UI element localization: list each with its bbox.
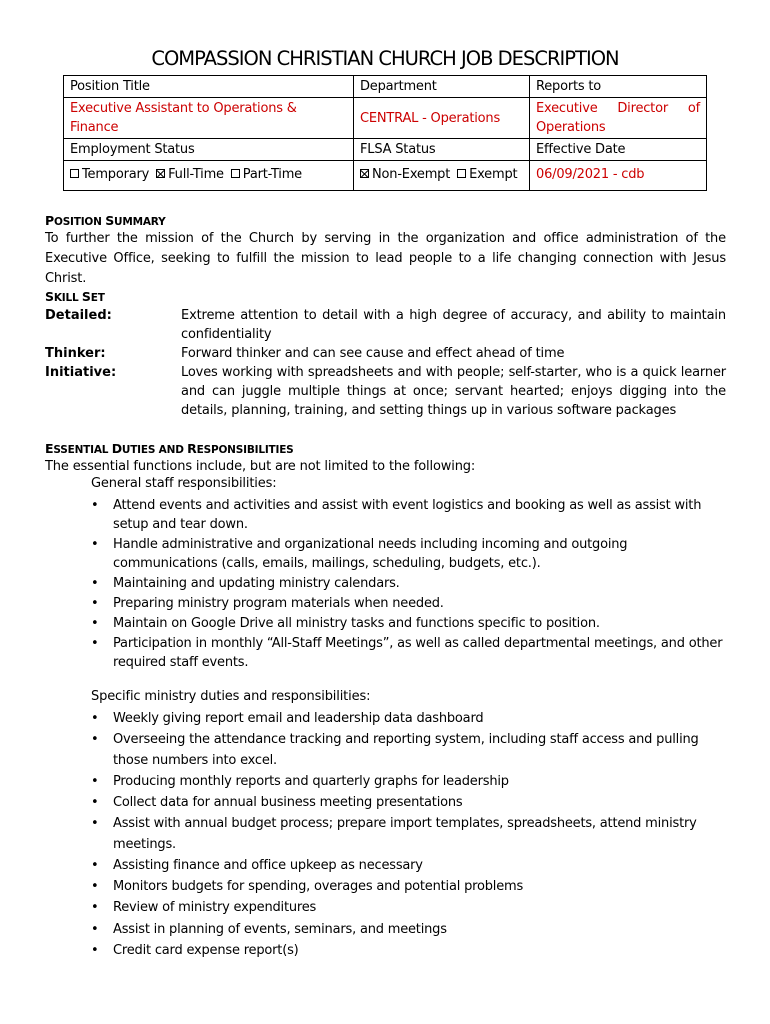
flsa-status-label: FLSA Status (354, 139, 530, 161)
position-title-value: Executive Assistant to Operations & Finance (64, 98, 354, 139)
list-item: • Assist with annual budget process; prepare import templates, spreadsheets, attend ministry meetings. (91, 816, 697, 852)
bullet-icon: • (91, 921, 99, 937)
part-time-option-label: Part-Time (242, 167, 302, 182)
specific-responsibilities-list (91, 709, 726, 962)
skill-term: Thinker: (45, 346, 106, 361)
non-exempt-option-label: Non-Exempt (372, 167, 451, 182)
position-summary-heading: POSITION SUMMARY (45, 213, 166, 228)
list-item: • Handle administrative and organizational needs including incoming and outgoing communications (calls, emails, mailings, scheduling, budgets, etc.). (91, 537, 628, 571)
document-title: COMPASSION CHRISTIAN CHURCH JOB DESCRIPTION (151, 47, 619, 70)
temporary-option-label: Temporary (82, 167, 150, 182)
temporary-checkbox[interactable] (70, 169, 79, 178)
list-item: • Assist in planning of events, seminars, and meetings (91, 920, 726, 941)
bullet-icon: • (91, 816, 99, 832)
list-item: • Credit card expense report(s) (91, 941, 726, 962)
essential-duties-heading: ESSENTIAL DUTIES AND RESPONSIBILITIES (45, 441, 294, 456)
flsa-status-options (354, 161, 530, 191)
employment-status-options (64, 161, 354, 191)
list-item: • Preparing ministry program materials when needed. (91, 596, 444, 611)
skill-row (45, 306, 726, 344)
list-item: • Producing monthly reports and quarterly graphs for leadership (91, 772, 726, 793)
bullet-icon: • (91, 900, 99, 916)
list-item: • Assisting finance and office upkeep as necessary (91, 856, 726, 877)
exempt-option-label: Exempt (469, 167, 518, 182)
list-item: • Weekly giving report email and leadership data dashboard (91, 709, 726, 730)
duties-intro: The essential functions include, but are not limited to the following: (45, 459, 476, 474)
bullet-icon: • (91, 942, 99, 958)
position-summary-text: To further the mission of the Church by serving in the organization and office administration of the Executive Office, seeking to fulfill the mission to lead people to a life changing connection with Jesus Christ. (45, 231, 726, 286)
effective-date-value: 06/09/2021 - cdb (530, 161, 707, 191)
bullet-icon: • (91, 636, 99, 651)
bullet-icon: • (91, 498, 99, 513)
bullet-icon: • (91, 795, 99, 811)
employment-status-label: Employment Status (64, 139, 354, 161)
department-value: CENTRAL - Operations (354, 98, 530, 139)
bullet-icon: • (91, 576, 99, 591)
skill-set-heading: SKILL SET (45, 289, 105, 304)
list-item: • Attend events and activities and assist with event logistics and booking as well as assist with setup and tear down. (91, 498, 702, 532)
skill-term: Initiative: (45, 365, 117, 380)
general-responsibilities-label: General staff responsibilities: (91, 476, 277, 491)
bullet-icon: • (91, 879, 99, 895)
department-label: Department (354, 76, 530, 98)
skill-set-list (45, 306, 726, 420)
reports-to-line-1: Executive Director of (536, 101, 700, 116)
skill-term: Detailed: (45, 308, 112, 323)
non-exempt-checkbox[interactable] (360, 169, 369, 178)
bullet-icon: • (91, 596, 99, 611)
bullet-icon: • (91, 773, 99, 789)
specific-responsibilities-label: Specific ministry duties and responsibilities: (91, 689, 371, 704)
reports-to-label: Reports to (530, 76, 707, 98)
skill-definition: Extreme attention to detail with a high degree of accuracy, and ability to maintain confidentiality (181, 308, 726, 342)
effective-date-label: Effective Date (530, 139, 707, 161)
reports-to-line-2: Operations (536, 120, 606, 135)
list-item: • Monitors budgets for spending, overages and potential problems (91, 877, 726, 898)
skill-definition: Forward thinker and can see cause and effect ahead of time (181, 346, 565, 361)
bullet-icon: • (91, 857, 99, 873)
list-item: • Maintain on Google Drive all ministry tasks and functions specific to position. (91, 616, 600, 631)
bullet-icon: • (91, 732, 99, 748)
list-item: • Maintaining and updating ministry calendars. (91, 576, 400, 591)
reports-to-value (530, 98, 707, 139)
job-info-table (63, 75, 707, 191)
bullet-icon: • (91, 711, 99, 726)
list-item: • Participation in monthly “All-Staff Meetings”, as well as called departmental meetings, and other required staff events. (91, 636, 723, 670)
general-responsibilities-list (91, 496, 726, 673)
part-time-checkbox[interactable] (231, 169, 240, 178)
bullet-icon: • (91, 616, 99, 631)
list-item: • Review of ministry expenditures (91, 898, 726, 919)
position-title-label: Position Title (64, 76, 354, 98)
list-item: • Collect data for annual business meeting presentations (91, 793, 726, 814)
skill-row (45, 344, 726, 363)
exempt-checkbox[interactable] (457, 169, 466, 178)
list-item: • Overseeing the attendance tracking and reporting system, including staff access and pulling those numbers into excel. (91, 732, 699, 768)
skill-definition: Loves working with spreadsheets and with people; self-starter, who is a quick learner and can juggle multiple things at once; servant hearted; enjoys digging into the details, planning, training, and setting things up in various software packages (181, 365, 726, 418)
skill-row (45, 363, 726, 420)
full-time-checkbox[interactable] (156, 169, 165, 178)
bullet-icon: • (91, 537, 99, 552)
full-time-option-label: Full-Time (168, 167, 224, 182)
